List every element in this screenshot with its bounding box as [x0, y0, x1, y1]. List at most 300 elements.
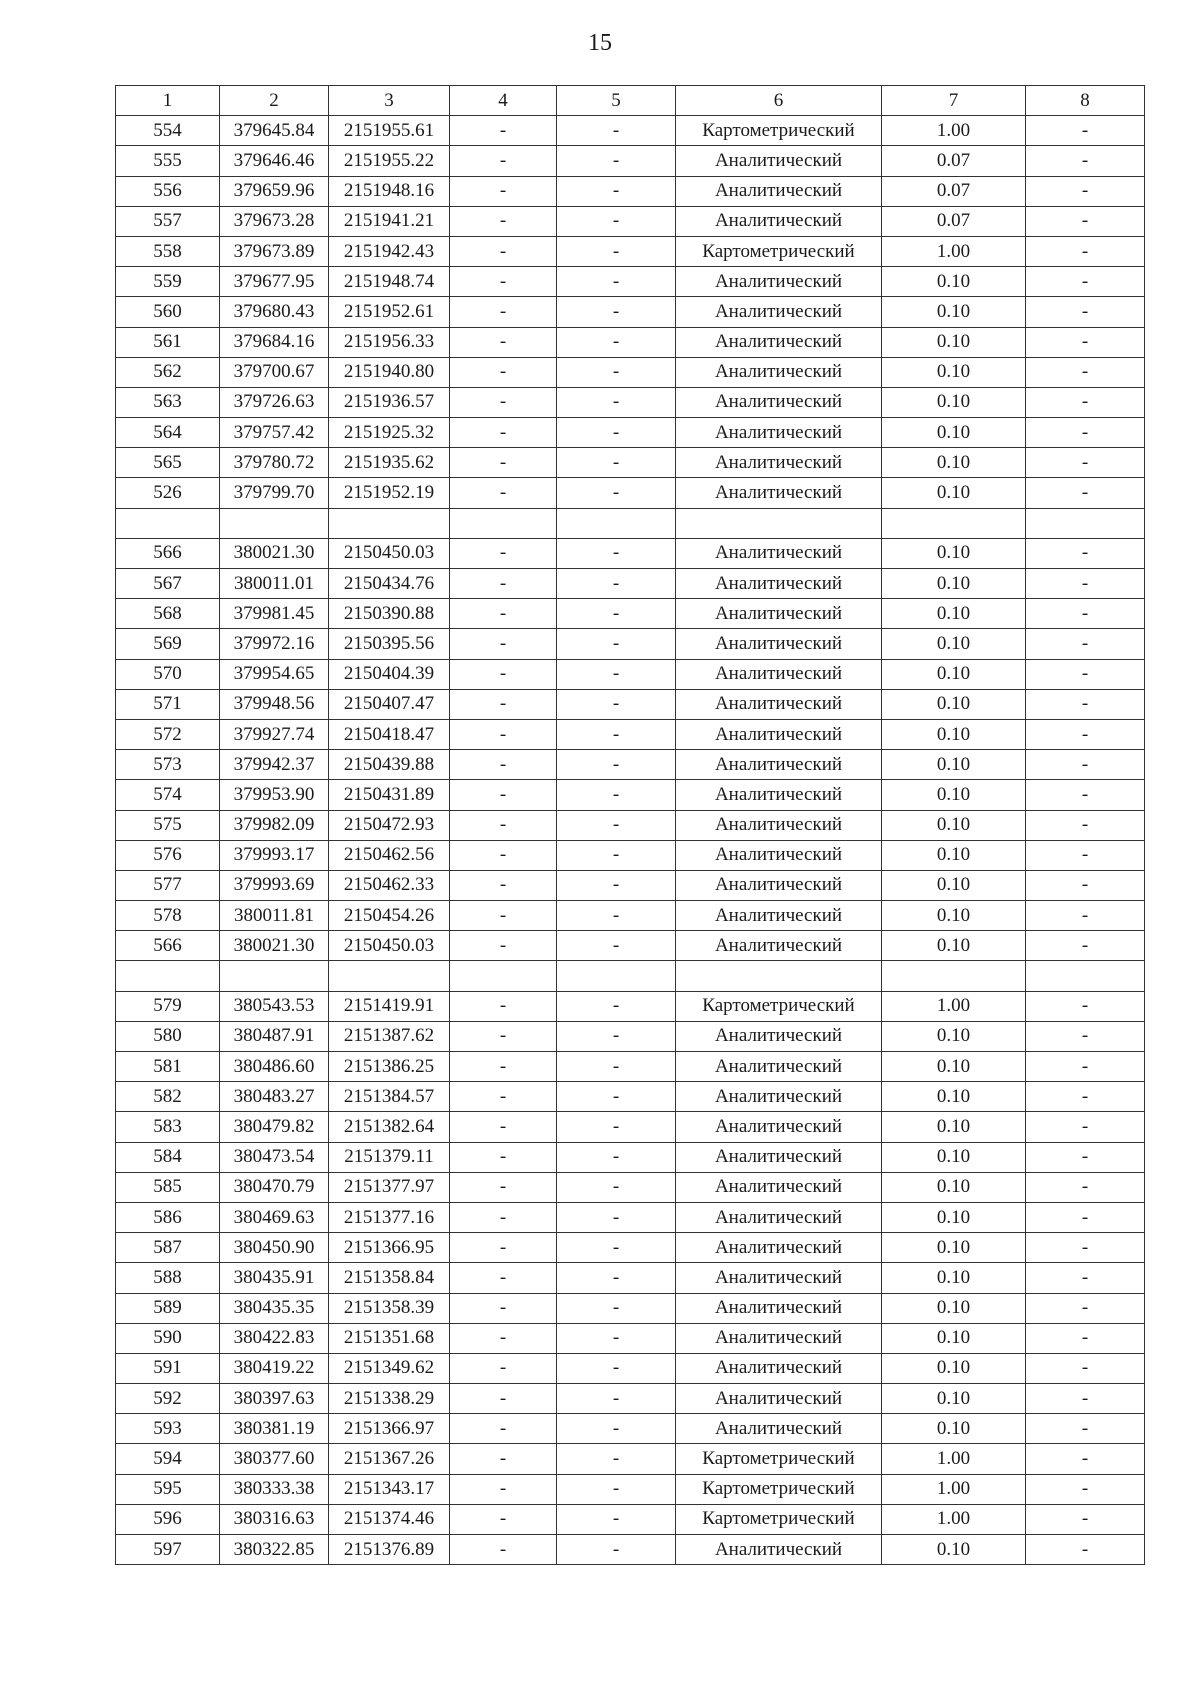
- accuracy: 0.10: [882, 1414, 1026, 1444]
- col5-value: -: [557, 840, 676, 870]
- col8-value: -: [1026, 810, 1145, 840]
- y-coordinate: 2150450.03: [329, 538, 450, 568]
- col4-value: -: [450, 1263, 557, 1293]
- point-number: 577: [116, 870, 220, 900]
- col5-value: -: [557, 1172, 676, 1202]
- y-coordinate: 2151952.19: [329, 478, 450, 508]
- point-number: 586: [116, 1202, 220, 1232]
- x-coordinate: 379927.74: [220, 719, 329, 749]
- accuracy: 0.10: [882, 870, 1026, 900]
- x-coordinate: 379645.84: [220, 116, 329, 146]
- point-number: 526: [116, 478, 220, 508]
- y-coordinate: 2151358.39: [329, 1293, 450, 1323]
- col5-value: -: [557, 176, 676, 206]
- point-number: 583: [116, 1112, 220, 1142]
- table-row: [116, 1172, 1145, 1202]
- y-coordinate: 2150450.03: [329, 931, 450, 961]
- table-row: [116, 1444, 1145, 1474]
- method: Аналитический: [676, 599, 882, 629]
- y-coordinate: 2151935.62: [329, 448, 450, 478]
- point-number: 579: [116, 991, 220, 1021]
- accuracy: 0.10: [882, 840, 1026, 870]
- col4-value: -: [450, 1052, 557, 1082]
- col5-value: -: [557, 1504, 676, 1534]
- col5-value: -: [557, 1263, 676, 1293]
- y-coordinate: 2150395.56: [329, 629, 450, 659]
- col5-value: -: [557, 870, 676, 900]
- point-number: 567: [116, 569, 220, 599]
- col4-value: -: [450, 1504, 557, 1534]
- y-coordinate: 2151379.11: [329, 1142, 450, 1172]
- accuracy: 0.10: [882, 1021, 1026, 1051]
- x-coordinate: 379684.16: [220, 327, 329, 357]
- col5-value: -: [557, 146, 676, 176]
- col8-value: -: [1026, 689, 1145, 719]
- y-coordinate: 2150462.56: [329, 840, 450, 870]
- col4-value: -: [450, 1172, 557, 1202]
- accuracy: 0.10: [882, 659, 1026, 689]
- y-coordinate: 2150431.89: [329, 780, 450, 810]
- table-row: [116, 931, 1145, 961]
- y-coordinate: 2150407.47: [329, 689, 450, 719]
- y-coordinate: 2150454.26: [329, 901, 450, 931]
- y-coordinate: 2151386.25: [329, 1052, 450, 1082]
- x-coordinate: [220, 961, 329, 991]
- accuracy: 1.00: [882, 1504, 1026, 1534]
- method: Аналитический: [676, 629, 882, 659]
- table-row: [116, 689, 1145, 719]
- col4-value: -: [450, 780, 557, 810]
- accuracy: [882, 961, 1026, 991]
- method: Аналитический: [676, 327, 882, 357]
- col4-value: -: [450, 1082, 557, 1112]
- accuracy: 0.10: [882, 901, 1026, 931]
- method: Аналитический: [676, 1414, 882, 1444]
- point-number: 555: [116, 146, 220, 176]
- table-row: [116, 961, 1145, 991]
- y-coordinate: 2150390.88: [329, 599, 450, 629]
- col4-value: -: [450, 1021, 557, 1051]
- x-coordinate: 379982.09: [220, 810, 329, 840]
- col5-value: -: [557, 1474, 676, 1504]
- accuracy: 1.00: [882, 991, 1026, 1021]
- x-coordinate: [220, 508, 329, 538]
- x-coordinate: 380011.81: [220, 901, 329, 931]
- col5-value: -: [557, 1112, 676, 1142]
- page-number: 15: [588, 30, 612, 56]
- column-header: 5: [557, 86, 676, 116]
- col4-value: -: [450, 1353, 557, 1383]
- column-header: 8: [1026, 86, 1145, 116]
- y-coordinate: 2150439.88: [329, 750, 450, 780]
- x-coordinate: 380322.85: [220, 1535, 329, 1565]
- col4-value: [450, 961, 557, 991]
- col5-value: -: [557, 538, 676, 568]
- col8-value: -: [1026, 870, 1145, 900]
- col8-value: [1026, 508, 1145, 538]
- x-coordinate: 380397.63: [220, 1384, 329, 1414]
- accuracy: 0.07: [882, 146, 1026, 176]
- col8-value: -: [1026, 1052, 1145, 1082]
- method: Аналитический: [676, 1263, 882, 1293]
- table-row: [116, 357, 1145, 387]
- col4-value: [450, 508, 557, 538]
- accuracy: 0.10: [882, 1353, 1026, 1383]
- col4-value: -: [450, 1474, 557, 1504]
- method: Аналитический: [676, 146, 882, 176]
- col8-value: -: [1026, 1293, 1145, 1323]
- table-row: [116, 176, 1145, 206]
- x-coordinate: 380435.35: [220, 1293, 329, 1323]
- col8-value: -: [1026, 1535, 1145, 1565]
- x-coordinate: 379673.28: [220, 206, 329, 236]
- col8-value: -: [1026, 931, 1145, 961]
- col8-value: -: [1026, 1112, 1145, 1142]
- y-coordinate: 2151925.32: [329, 418, 450, 448]
- col5-value: -: [557, 719, 676, 749]
- col4-value: -: [450, 387, 557, 417]
- point-number: 558: [116, 236, 220, 266]
- accuracy: 0.10: [882, 1142, 1026, 1172]
- x-coordinate: 380021.30: [220, 931, 329, 961]
- accuracy: 0.10: [882, 629, 1026, 659]
- col4-value: -: [450, 840, 557, 870]
- point-number: 584: [116, 1142, 220, 1172]
- col4-value: -: [450, 538, 557, 568]
- method: Картометрический: [676, 1474, 882, 1504]
- method: Аналитический: [676, 357, 882, 387]
- table-row: [116, 1052, 1145, 1082]
- table-row: [116, 1112, 1145, 1142]
- table-row: [116, 418, 1145, 448]
- accuracy: 0.10: [882, 1384, 1026, 1414]
- y-coordinate: 2151936.57: [329, 387, 450, 417]
- accuracy: 0.10: [882, 780, 1026, 810]
- y-coordinate: 2151349.62: [329, 1353, 450, 1383]
- x-coordinate: 379972.16: [220, 629, 329, 659]
- col4-value: -: [450, 810, 557, 840]
- col8-value: -: [1026, 840, 1145, 870]
- col8-value: -: [1026, 297, 1145, 327]
- col8-value: -: [1026, 1263, 1145, 1293]
- col8-value: -: [1026, 267, 1145, 297]
- point-number: 566: [116, 538, 220, 568]
- x-coordinate: 379993.69: [220, 870, 329, 900]
- col4-value: -: [450, 146, 557, 176]
- x-coordinate: 380479.82: [220, 1112, 329, 1142]
- x-coordinate: 379953.90: [220, 780, 329, 810]
- col5-value: -: [557, 418, 676, 448]
- col4-value: -: [450, 418, 557, 448]
- col4-value: -: [450, 991, 557, 1021]
- col4-value: -: [450, 1233, 557, 1263]
- method: Аналитический: [676, 569, 882, 599]
- x-coordinate: 380486.60: [220, 1052, 329, 1082]
- accuracy: 0.07: [882, 206, 1026, 236]
- method: Картометрический: [676, 236, 882, 266]
- accuracy: 0.10: [882, 1233, 1026, 1263]
- col4-value: -: [450, 931, 557, 961]
- x-coordinate: 380435.91: [220, 1263, 329, 1293]
- x-coordinate: 380473.54: [220, 1142, 329, 1172]
- col4-value: -: [450, 236, 557, 266]
- method: Картометрический: [676, 116, 882, 146]
- point-number: 589: [116, 1293, 220, 1323]
- x-coordinate: 380381.19: [220, 1414, 329, 1444]
- method: Аналитический: [676, 176, 882, 206]
- x-coordinate: 380543.53: [220, 991, 329, 1021]
- table-row: [116, 1384, 1145, 1414]
- col5-value: -: [557, 267, 676, 297]
- x-coordinate: 379659.96: [220, 176, 329, 206]
- accuracy: 1.00: [882, 236, 1026, 266]
- method: Аналитический: [676, 1293, 882, 1323]
- point-number: 554: [116, 116, 220, 146]
- col4-value: -: [450, 1414, 557, 1444]
- y-coordinate: 2150472.93: [329, 810, 450, 840]
- y-coordinate: [329, 508, 450, 538]
- col8-value: -: [1026, 448, 1145, 478]
- x-coordinate: 380487.91: [220, 1021, 329, 1051]
- col4-value: -: [450, 478, 557, 508]
- col5-value: -: [557, 1052, 676, 1082]
- method: Аналитический: [676, 478, 882, 508]
- x-coordinate: 380422.83: [220, 1323, 329, 1353]
- y-coordinate: 2151948.74: [329, 267, 450, 297]
- col8-value: -: [1026, 1172, 1145, 1202]
- method: Картометрический: [676, 991, 882, 1021]
- col5-value: -: [557, 1414, 676, 1444]
- method: Аналитический: [676, 267, 882, 297]
- col8-value: -: [1026, 1384, 1145, 1414]
- method: Аналитический: [676, 1323, 882, 1353]
- accuracy: 0.10: [882, 599, 1026, 629]
- accuracy: [882, 508, 1026, 538]
- table-row: [116, 1021, 1145, 1051]
- point-number: 590: [116, 1323, 220, 1353]
- col5-value: -: [557, 931, 676, 961]
- table-row: [116, 629, 1145, 659]
- accuracy: 0.10: [882, 1293, 1026, 1323]
- table-row: [116, 840, 1145, 870]
- method: Картометрический: [676, 1444, 882, 1474]
- point-number: 578: [116, 901, 220, 931]
- col5-value: -: [557, 206, 676, 236]
- table-row: [116, 1233, 1145, 1263]
- method: Аналитический: [676, 1112, 882, 1142]
- method: Аналитический: [676, 780, 882, 810]
- y-coordinate: 2151338.29: [329, 1384, 450, 1414]
- x-coordinate: 380483.27: [220, 1082, 329, 1112]
- point-number: 557: [116, 206, 220, 236]
- col4-value: -: [450, 448, 557, 478]
- method: Аналитический: [676, 1233, 882, 1263]
- point-number: 559: [116, 267, 220, 297]
- col5-value: -: [557, 327, 676, 357]
- table-row: [116, 1504, 1145, 1534]
- y-coordinate: 2151419.91: [329, 991, 450, 1021]
- point-number: 562: [116, 357, 220, 387]
- table-row: [116, 1535, 1145, 1565]
- y-coordinate: 2151955.22: [329, 146, 450, 176]
- accuracy: 0.10: [882, 750, 1026, 780]
- accuracy: 0.10: [882, 357, 1026, 387]
- table-row: [116, 810, 1145, 840]
- col8-value: -: [1026, 478, 1145, 508]
- x-coordinate: 379799.70: [220, 478, 329, 508]
- method: Аналитический: [676, 1082, 882, 1112]
- column-header: 7: [882, 86, 1026, 116]
- method: Аналитический: [676, 659, 882, 689]
- col5-value: -: [557, 1323, 676, 1353]
- accuracy: 0.10: [882, 931, 1026, 961]
- y-coordinate: 2151343.17: [329, 1474, 450, 1504]
- col5-value: -: [557, 901, 676, 931]
- table-row: [116, 1082, 1145, 1112]
- method: Аналитический: [676, 538, 882, 568]
- point-number: [116, 961, 220, 991]
- col4-value: -: [450, 1142, 557, 1172]
- col8-value: -: [1026, 1353, 1145, 1383]
- col8-value: -: [1026, 659, 1145, 689]
- col5-value: [557, 508, 676, 538]
- method: Аналитический: [676, 689, 882, 719]
- col8-value: -: [1026, 1474, 1145, 1504]
- accuracy: 0.10: [882, 267, 1026, 297]
- accuracy: 0.10: [882, 1535, 1026, 1565]
- y-coordinate: 2151956.33: [329, 327, 450, 357]
- point-number: 588: [116, 1263, 220, 1293]
- accuracy: 0.10: [882, 1112, 1026, 1142]
- table-row: [116, 1353, 1145, 1383]
- x-coordinate: 380011.01: [220, 569, 329, 599]
- col5-value: -: [557, 1444, 676, 1474]
- col8-value: -: [1026, 1444, 1145, 1474]
- y-coordinate: 2151952.61: [329, 297, 450, 327]
- method: [676, 508, 882, 538]
- col4-value: -: [450, 870, 557, 900]
- table-row: [116, 569, 1145, 599]
- col8-value: -: [1026, 1233, 1145, 1263]
- y-coordinate: 2151376.89: [329, 1535, 450, 1565]
- x-coordinate: 379673.89: [220, 236, 329, 266]
- point-number: 596: [116, 1504, 220, 1534]
- column-header: 6: [676, 86, 882, 116]
- method: Аналитический: [676, 297, 882, 327]
- col8-value: -: [1026, 1021, 1145, 1051]
- point-number: 570: [116, 659, 220, 689]
- col4-value: -: [450, 659, 557, 689]
- method: Аналитический: [676, 1535, 882, 1565]
- y-coordinate: 2150462.33: [329, 870, 450, 900]
- method: Аналитический: [676, 1384, 882, 1414]
- x-coordinate: 379680.43: [220, 297, 329, 327]
- col5-value: [557, 961, 676, 991]
- table-row: [116, 387, 1145, 417]
- accuracy: 0.10: [882, 569, 1026, 599]
- x-coordinate: 379726.63: [220, 387, 329, 417]
- accuracy: 0.10: [882, 689, 1026, 719]
- col8-value: -: [1026, 357, 1145, 387]
- x-coordinate: 380419.22: [220, 1353, 329, 1383]
- point-number: 568: [116, 599, 220, 629]
- table-row: [116, 780, 1145, 810]
- col4-value: -: [450, 357, 557, 387]
- point-number: 593: [116, 1414, 220, 1444]
- y-coordinate: 2151955.61: [329, 116, 450, 146]
- column-header: 1: [116, 86, 220, 116]
- table-row: [116, 1323, 1145, 1353]
- col5-value: -: [557, 1021, 676, 1051]
- col8-value: -: [1026, 387, 1145, 417]
- method: Аналитический: [676, 206, 882, 236]
- point-number: 592: [116, 1384, 220, 1414]
- col8-value: -: [1026, 569, 1145, 599]
- y-coordinate: [329, 961, 450, 991]
- point-number: 597: [116, 1535, 220, 1565]
- y-coordinate: 2151940.80: [329, 357, 450, 387]
- table-row: [116, 206, 1145, 236]
- table-row: [116, 146, 1145, 176]
- x-coordinate: 379981.45: [220, 599, 329, 629]
- col4-value: -: [450, 1323, 557, 1353]
- x-coordinate: 380333.38: [220, 1474, 329, 1504]
- col4-value: -: [450, 1293, 557, 1323]
- method: Аналитический: [676, 840, 882, 870]
- table-row: [116, 719, 1145, 749]
- table-row: [116, 236, 1145, 266]
- x-coordinate: 379993.17: [220, 840, 329, 870]
- x-coordinate: 379948.56: [220, 689, 329, 719]
- accuracy: 0.10: [882, 418, 1026, 448]
- table-row: [116, 1414, 1145, 1444]
- col8-value: -: [1026, 538, 1145, 568]
- table-row: [116, 448, 1145, 478]
- accuracy: 0.10: [882, 1082, 1026, 1112]
- col5-value: -: [557, 1353, 676, 1383]
- col5-value: -: [557, 1142, 676, 1172]
- col8-value: -: [1026, 1082, 1145, 1112]
- col4-value: -: [450, 116, 557, 146]
- y-coordinate: 2151358.84: [329, 1263, 450, 1293]
- y-coordinate: 2151366.95: [329, 1233, 450, 1263]
- method: Аналитический: [676, 1202, 882, 1232]
- column-header: 2: [220, 86, 329, 116]
- x-coordinate: 380377.60: [220, 1444, 329, 1474]
- x-coordinate: 380450.90: [220, 1233, 329, 1263]
- method: Аналитический: [676, 1353, 882, 1383]
- y-coordinate: 2151374.46: [329, 1504, 450, 1534]
- col5-value: -: [557, 357, 676, 387]
- point-number: 561: [116, 327, 220, 357]
- col5-value: -: [557, 780, 676, 810]
- accuracy: 1.00: [882, 1474, 1026, 1504]
- col4-value: -: [450, 1384, 557, 1414]
- accuracy: 0.10: [882, 387, 1026, 417]
- col4-value: -: [450, 629, 557, 659]
- col5-value: -: [557, 297, 676, 327]
- col5-value: -: [557, 387, 676, 417]
- point-number: 575: [116, 810, 220, 840]
- col8-value: [1026, 961, 1145, 991]
- table-row: [116, 659, 1145, 689]
- accuracy: 0.10: [882, 538, 1026, 568]
- point-number: 569: [116, 629, 220, 659]
- col4-value: -: [450, 689, 557, 719]
- method: Аналитический: [676, 448, 882, 478]
- point-number: 581: [116, 1052, 220, 1082]
- point-number: 560: [116, 297, 220, 327]
